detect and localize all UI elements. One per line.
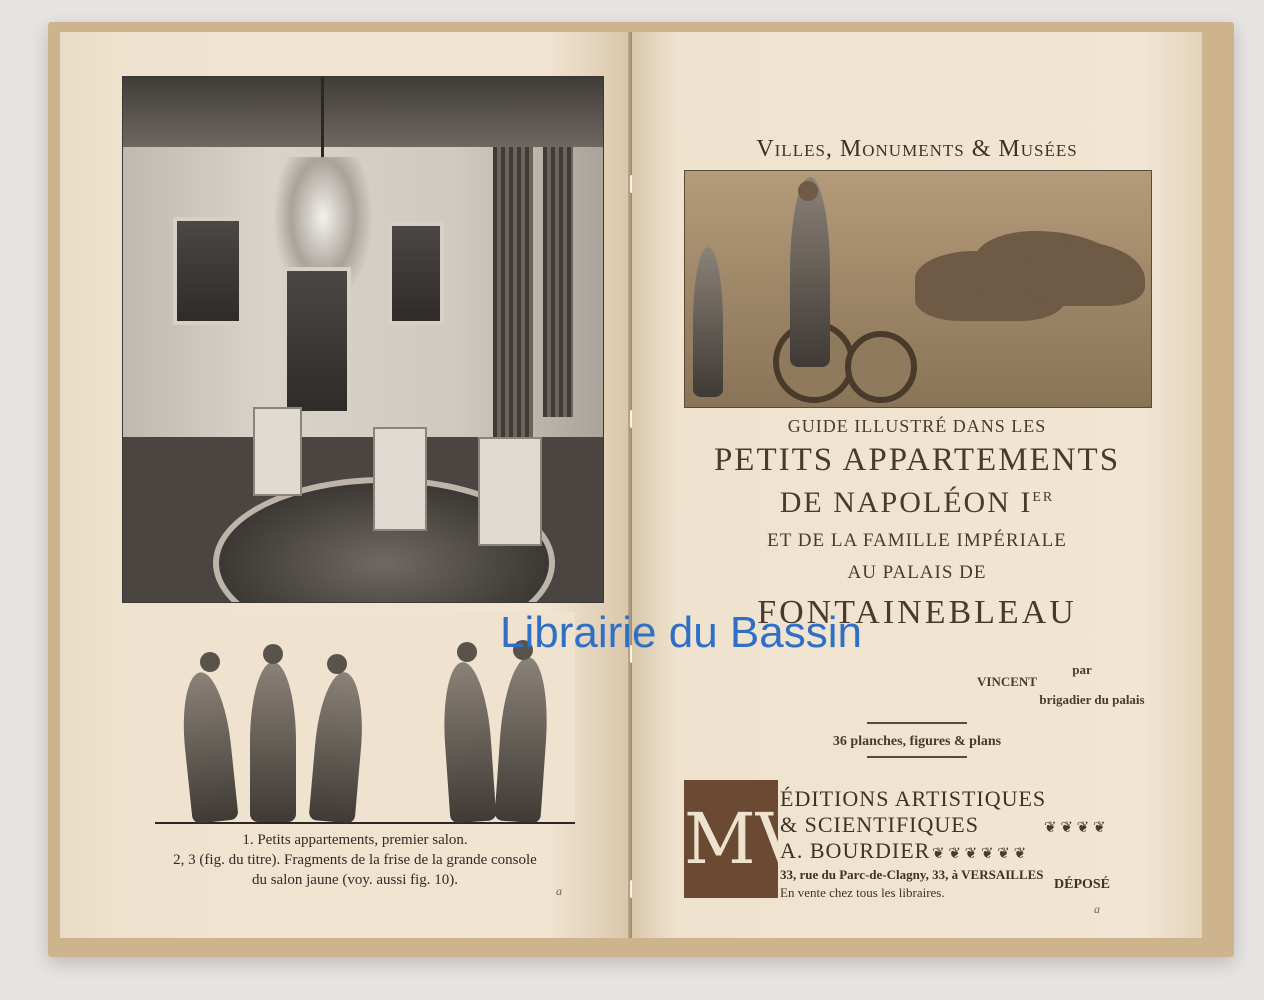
chariot-relief: [684, 170, 1152, 408]
page-folio: a: [1094, 902, 1100, 916]
publisher-address: 33, rue du Parc-de-Clagny, 33, à VERSAILLES: [780, 867, 1044, 882]
divider: [867, 756, 967, 758]
left-page: [60, 32, 630, 938]
series-title: Villes, Monuments & Musées: [756, 136, 1078, 162]
salon-photograph: [122, 76, 604, 603]
watermark-text: Librairie du Bassin: [500, 608, 862, 657]
guide-subtitle: GUIDE ILLUSTRÉ DANS LES: [787, 416, 1047, 436]
title-line2: DE NAPOLÉON IER: [779, 486, 1055, 519]
sale-note: En vente chez tous les libraires.: [780, 885, 945, 900]
caption-line: 1. Petits appartements, premier salon.: [242, 832, 468, 848]
publisher-line1: ÉDITIONS ARTISTIQUES: [780, 786, 1047, 811]
author-name: VINCENT: [977, 674, 1037, 689]
plates-note: 36 planches, figures & plans: [832, 734, 1002, 749]
right-page: Villes, Monuments & Musées GUIDE ILLUSTRÉ DANS LES PETITS APPARTEMENTS DE NAPOLÉON IER ET DE LA FAMILLE IMPÉRIALE AU PALAIS DE FONTAINEBLEAU par VINCENT brigadier du palais 36 planches, figures & plans MV ÉDITIONS ARTISTIQUES & SCIENTIFIQUES ❦ ❦ ❦ ❦ A. BOURDIER ❦ ❦ ❦ ❦ ❦ ❦ 33, rue du Parc-de-Clagny, 33, à VERSAILLES En vente chez tous les libraires. DÉPOSÉ a: [632, 32, 1202, 938]
by-label: par: [1072, 662, 1092, 677]
caption-line: 2, 3 (fig. du titre). Fragments de la frise de la grande console: [173, 852, 537, 868]
title-line1: PETITS APPARTEMENTS: [713, 442, 1121, 478]
place-title: FONTAINEBLEAU: [757, 594, 1077, 631]
publisher-line2: & SCIENTIFIQUES: [780, 812, 979, 837]
figure-caption: [120, 830, 590, 890]
depose-mark: DÉPOSÉ: [1054, 877, 1111, 892]
publisher-line3: A. BOURDIER: [780, 838, 931, 863]
divider: [867, 722, 967, 724]
publisher-logo: MV: [684, 780, 778, 898]
author-role: brigadier du palais: [1039, 692, 1145, 707]
page-folio: a: [556, 884, 562, 898]
subtitle-line1: ET DE LA FAMILLE IMPÉRIALE: [767, 530, 1067, 551]
subtitle-line2: AU PALAIS DE: [847, 562, 987, 583]
caption-line: du salon jaune (voy. aussi fig. 10).: [251, 872, 459, 888]
